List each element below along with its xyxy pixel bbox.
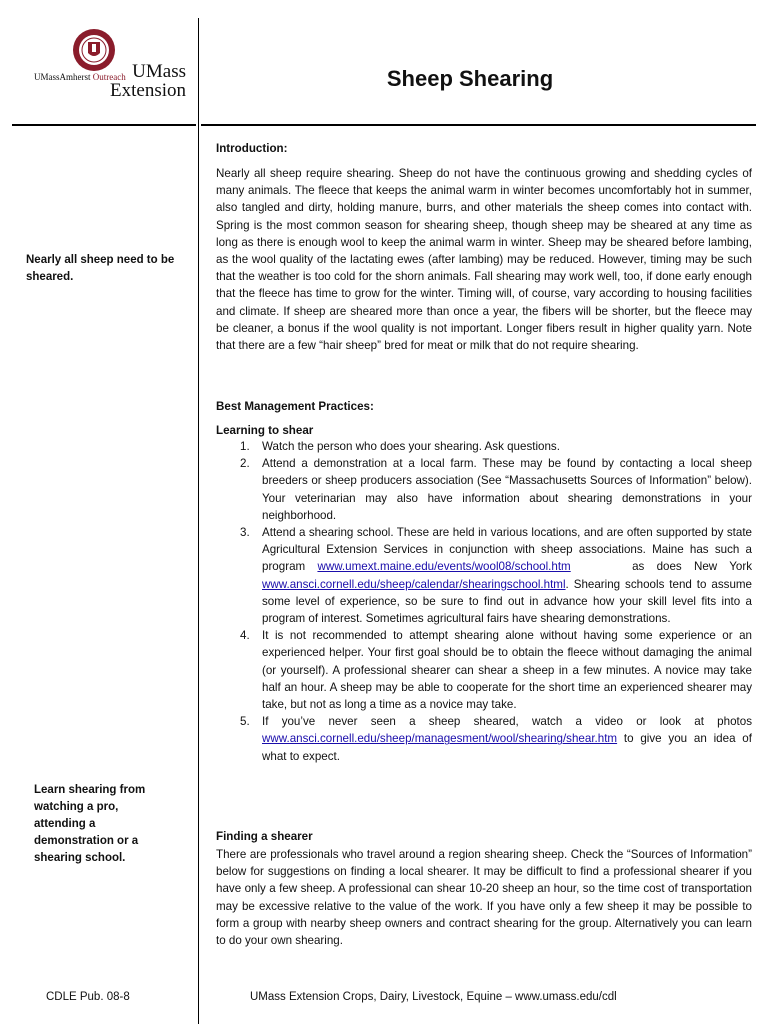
list-item-text: as does New York [632,560,753,574]
cornell-shearing-school-link[interactable]: www.ansci.cornell.edu/sheep/calendar/shearingschool.html [262,577,566,591]
bmp-heading: Best Management Practices: [216,400,374,413]
learning-list [216,438,752,765]
umass-extension-logo [34,28,184,112]
finding-shearer-paragraph: There are professionals who travel around a region shearing sheep. Check the “Sources of Information” below for suggestions on finding a local shearer. It may be difficult to find a professional shearer if you have only a few sheep. A professional can shear 10-20 sheep an hour, so the time cost of transportation may be excessive relative to the value of the work. If you have only a few sheep it may be possible to form a group with nearby sheep owners and contract shearing for the group. Alternatively you can learn to do your own shearing. [216,848,752,948]
footer-organization: UMass Extension Crops, Dairy, Livestock, Equine – www.umass.edu/cdl [250,991,617,1003]
list-number: 3. [240,526,250,540]
introduction-heading: Introduction: [216,142,288,155]
page-title: Sheep Shearing [386,66,554,91]
brand-extension: Extension [110,80,186,101]
list-item-text: If you’ve never seen a sheep sheared, watch a video or look at photos [262,715,752,729]
sidebar-note-learn-shearing: Learn shearing from watching a pro, attending a demonstration or a shearing school. [34,784,146,864]
brand-umass: UMass [132,61,186,82]
brand-outreach: Outreach [92,72,126,82]
brand-umassamherst: UMassAmherst [34,72,91,82]
list-number: 5. [240,715,250,729]
list-number: 4. [240,629,250,643]
list-number: 2. [240,457,250,471]
list-item-text: to give you an idea of what to expect. [262,732,752,763]
header-rule-left [12,124,196,126]
header-rule-right [201,124,756,126]
brand-umass-extension [110,62,186,100]
list-item [216,627,752,713]
column-divider [198,18,199,1024]
maine-wool-school-link[interactable]: www.umext.maine.edu/events/wool08/school.htm [317,560,571,574]
list-number: 1. [240,440,250,453]
introduction-section [216,165,752,354]
list-item-text: Attend a demonstration at a local farm. These may be found by contacting a local sheep breeders or sheep producers association (See “Massachusetts Sources of Information” below). Your veterinarian may also have information about shearing demonstrations in your neighborhood. [262,457,752,522]
list-item-text: . Shearing schools tend to assume some level of experience, so be sure to find out in advance how your skill level fits into a program of interest. Sometimes agricultural fairs have shearing demonstrations. [262,577,752,626]
learning-to-shear-heading: Learning to shear [216,424,314,437]
list-item [216,455,752,524]
sidebar-note-shearing-needed: Nearly all sheep need to be sheared. [26,254,175,283]
list-item [216,713,752,765]
list-item-text: It is not recommended to attempt shearing alone without having some experience or an experienced helper. Your first goal should be to obtain the fleece without damaging the animal (or yourself). A professional shearer can shear a sheep in a few minutes. A novice may take half an hour. A sheep may be able to cooperate for the short time an experienced shearer may take, but not as long a time as a novice may take. [262,629,752,712]
finding-shearer-heading: Finding a shearer [216,830,313,843]
introduction-paragraph: Nearly all sheep require shearing. Sheep do not have the continuous growing and shedding cycles of many animals. The fleece that keeps the animal warm in winter becomes uncomfortably hot in summer, also tangled and dirty, holding manure, burrs, and other materials the sheep comes into contact with. Spring is the most common season for shearing sheep, though sheep may be sheared at any time as long as there is enough wool to keep the animal warm in winter. Sheep may be sheared before lambing, as the wool quality of the lactating ewes (after lambing) may be reduced. However, timing may be such that the weather is too cold for the shorn animals. Fall shearing may work well, too, if done early enough that the fleece has time to grow for the winter. Timing will, of course, vary according to housing facilities and climate. If sheep are sheared more than once a year, the fibers will be shorter, but the fleece may be cleaner, a bonus if the wool quality is not important. Longer fibers result in higher quality yarn. Note that there are a few “hair sheep” bred for meat or milk that do not require shearing. [216,167,752,353]
list-item [216,524,752,627]
list-item [216,438,752,455]
finding-shearer-section [216,846,752,949]
list-item-text: Attend a shearing school. These are held in various locations, and are often supported by state Agricultural Extension Services in conjunction with sheep associations. Maine has such a program [262,526,752,574]
list-item-text: Watch the person who does your shearing. Ask questions. [262,440,560,453]
publication-number: CDLE Pub. 08-8 [46,991,130,1003]
cornell-shearing-photos-link[interactable]: www.ansci.cornell.edu/sheep/managesment/wool/shearing/shear.htm [262,732,618,746]
